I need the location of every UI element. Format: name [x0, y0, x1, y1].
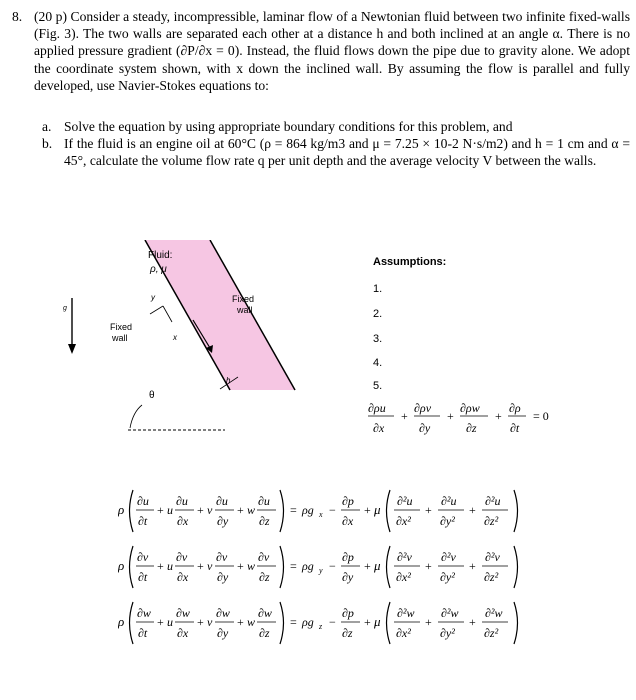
- eq0-dy-den: ∂y: [217, 514, 229, 528]
- theta-arc: [130, 405, 142, 428]
- eq2-rparen: [280, 602, 284, 644]
- eq0-rparen: [280, 490, 284, 532]
- eq1-dy-num: ∂v: [216, 550, 228, 564]
- eq2-rhog: ρg: [302, 615, 314, 629]
- eq2-plus-4: +: [364, 615, 371, 629]
- eq1-rho: ρ: [118, 558, 125, 573]
- eq1-v: v: [207, 559, 213, 573]
- assumption-1: 1.: [373, 283, 383, 295]
- eq0-plus-4: +: [364, 503, 371, 517]
- eq2-d2-num-0: ∂²w: [397, 606, 415, 620]
- h-label: h: [226, 376, 231, 385]
- eq0-mu: μ: [374, 502, 381, 517]
- continuity-equation: [368, 398, 598, 440]
- eq1-plus-4: +: [364, 559, 371, 573]
- eq2-dx-den: ∂x: [177, 626, 189, 640]
- problem-number: 8.: [12, 9, 23, 24]
- eq2-plus-d2-1: +: [469, 615, 476, 629]
- assumption-4: 4.: [373, 357, 383, 369]
- eq0-lparen-2: [387, 490, 391, 532]
- eq2-mu: μ: [374, 614, 381, 629]
- eq0-dx-num: ∂u: [176, 494, 188, 508]
- eq0-w: w: [247, 503, 256, 517]
- eq1-d2-den-1: ∂y²: [440, 570, 455, 584]
- eq2-d2-den-2: ∂z²: [484, 626, 499, 640]
- eq0-d2-num-0: ∂²u: [397, 494, 413, 508]
- eq0-eq: =: [290, 503, 297, 517]
- cont-den-4: ∂t: [510, 421, 520, 435]
- fixed-wall-right-2: wall: [237, 305, 253, 315]
- eq0-d2-den-2: ∂z²: [484, 514, 499, 528]
- x-axis-label: x: [173, 333, 177, 342]
- problem-intro: (20 p) Consider a steady, incompressible, laminar flow of a Newtonian fluid between two infinite fixed-walls (Fig. 3). The two walls are separated each other at a distance h and both inclined at an angle α. There is no applied pressure gradient (∂P/∂x = 0). Instead, the fluid flows down the pipe due to gravity alone. We adopt the coordinate system shown, with x down the inclined wall. By assuming the flow is parallel and fully developed, use Navier-Stokes equations to:: [34, 9, 630, 93]
- cont-plus-3: +: [495, 409, 502, 423]
- assumptions-title: Assumptions:: [373, 256, 447, 268]
- eq1-dz-den: ∂z: [259, 570, 270, 584]
- eq1-d2-num-0: ∂²v: [397, 550, 412, 564]
- cont-num-2: ∂ρv: [414, 401, 432, 415]
- part-b-text: If the fluid is an engine oil at 60°C (ρ = 864 kg/m3 and μ = 7.25 × 10-2 N·s/m2) and h = 1 cm and α = 45°, calculate the volume flow rate q per unit depth and the average velocity V between the walls.: [64, 136, 630, 169]
- eq1-dt-den: ∂t: [138, 570, 148, 584]
- cont-rhs: = 0: [533, 409, 549, 423]
- gravity-arrowhead: [68, 344, 76, 354]
- eq2-plus-1: +: [157, 615, 164, 629]
- fluid-region: [145, 240, 295, 390]
- assumption-2: 2.: [373, 308, 383, 320]
- eq2-gsub: z: [319, 622, 323, 631]
- part-a-label: a.: [42, 119, 52, 134]
- eq2-dz-den: ∂z: [259, 626, 270, 640]
- g-label: g: [63, 305, 67, 312]
- eq2-dy-num: ∂w: [216, 606, 230, 620]
- fixed-wall-left-1: Fixed: [110, 322, 133, 332]
- eq2-dp-den: ∂z: [342, 626, 353, 640]
- eq0-plus-2: +: [197, 503, 204, 517]
- eq1-d2-den-2: ∂z²: [484, 570, 499, 584]
- eq0-rparen-2: [514, 490, 518, 532]
- eq2-plus-d2-0: +: [425, 615, 432, 629]
- eq1-w: w: [247, 559, 256, 573]
- eq1-dp-num: ∂p: [342, 550, 354, 564]
- eq0-plus-d2-0: +: [425, 503, 432, 517]
- eq0-dz-num: ∂u: [258, 494, 270, 508]
- assumption-3: 3.: [373, 333, 383, 345]
- navier-stokes-z: [118, 598, 538, 650]
- eq0-dp-den: ∂x: [342, 514, 354, 528]
- eq0-d2-num-1: ∂²u: [441, 494, 457, 508]
- eq2-dt-num: ∂w: [137, 606, 151, 620]
- fluid-label: Fluid:: [148, 250, 173, 261]
- eq2-v: v: [207, 615, 213, 629]
- eq2-dp-num: ∂p: [342, 606, 354, 620]
- eq1-dp-den: ∂y: [342, 570, 354, 584]
- eq0-gsub: x: [319, 510, 323, 519]
- eq2-dy-den: ∂y: [217, 626, 229, 640]
- eq1-mu: μ: [374, 558, 381, 573]
- assumption-5: 5.: [373, 380, 383, 392]
- navier-stokes-x: [118, 486, 538, 538]
- eq1-gsub: y: [319, 566, 323, 575]
- eq0-u: u: [167, 503, 173, 517]
- fixed-wall-right-1: Fixed: [232, 294, 255, 304]
- eq1-plus-3: +: [237, 559, 244, 573]
- eq2-lparen: [130, 602, 134, 644]
- eq1-rparen: [280, 546, 284, 588]
- eq0-dp-num: ∂p: [342, 494, 354, 508]
- eq0-plus-1: +: [157, 503, 164, 517]
- eq0-plus-3: +: [237, 503, 244, 517]
- fixed-wall-left-2: wall: [112, 333, 128, 343]
- eq1-dx-num: ∂v: [176, 550, 188, 564]
- eq0-plus-d2-1: +: [469, 503, 476, 517]
- eq2-rho: ρ: [118, 614, 125, 629]
- part-a-text: Solve the equation by using appropriate boundary conditions for this problem, and: [64, 119, 513, 134]
- eq2-dx-num: ∂w: [176, 606, 190, 620]
- eq1-plus-2: +: [197, 559, 204, 573]
- eq0-dx-den: ∂x: [177, 514, 189, 528]
- eq2-d2-num-1: ∂²w: [441, 606, 459, 620]
- navier-stokes-y: [118, 542, 538, 594]
- eq2-lparen-2: [387, 602, 391, 644]
- eq2-plus-2: +: [197, 615, 204, 629]
- eq1-eq: =: [290, 559, 297, 573]
- eq1-plus-d2-0: +: [425, 559, 432, 573]
- eq0-rhog: ρg: [302, 503, 314, 517]
- eq0-dz-den: ∂z: [259, 514, 270, 528]
- eq1-minus: −: [329, 559, 336, 573]
- eq1-u: u: [167, 559, 173, 573]
- cont-plus-1: +: [401, 409, 408, 423]
- eq0-minus: −: [329, 503, 336, 517]
- eq1-dy-den: ∂y: [217, 570, 229, 584]
- eq0-dt-den: ∂t: [138, 514, 148, 528]
- part-b-label: b.: [42, 136, 53, 151]
- inclined-walls-figure: [60, 240, 360, 440]
- cont-den-2: ∂y: [419, 421, 431, 435]
- eq1-d2-num-2: ∂²v: [485, 550, 500, 564]
- eq0-d2-num-2: ∂²u: [485, 494, 501, 508]
- eq0-lparen: [130, 490, 134, 532]
- eq1-lparen: [130, 546, 134, 588]
- eq0-d2-den-0: ∂x²: [396, 514, 411, 528]
- y-axis-line: [150, 306, 163, 314]
- eq1-d2-num-1: ∂²v: [441, 550, 456, 564]
- cont-num-3: ∂ρw: [460, 401, 480, 415]
- cont-plus-2: +: [447, 409, 454, 423]
- eq2-plus-3: +: [237, 615, 244, 629]
- cont-num-4: ∂ρ: [509, 401, 521, 415]
- eq1-dx-den: ∂x: [177, 570, 189, 584]
- eq2-eq: =: [290, 615, 297, 629]
- y-axis-label: y: [151, 293, 155, 302]
- eq0-v: v: [207, 503, 213, 517]
- eq2-rparen-2: [514, 602, 518, 644]
- eq1-lparen-2: [387, 546, 391, 588]
- eq1-d2-den-0: ∂x²: [396, 570, 411, 584]
- eq2-w: w: [247, 615, 256, 629]
- eq2-dt-den: ∂t: [138, 626, 148, 640]
- eq1-plus-1: +: [157, 559, 164, 573]
- fluid-props: ρ, μ: [150, 264, 167, 275]
- theta-label: θ: [149, 390, 155, 401]
- eq1-dt-num: ∂v: [137, 550, 149, 564]
- eq2-dz-num: ∂w: [258, 606, 272, 620]
- eq1-dz-num: ∂v: [258, 550, 270, 564]
- eq1-plus-d2-1: +: [469, 559, 476, 573]
- eq1-rparen-2: [514, 546, 518, 588]
- eq2-d2-den-1: ∂y²: [440, 626, 455, 640]
- eq2-d2-num-2: ∂²w: [485, 606, 503, 620]
- eq0-d2-den-1: ∂y²: [440, 514, 455, 528]
- cont-den-3: ∂z: [466, 421, 477, 435]
- eq1-rhog: ρg: [302, 559, 314, 573]
- eq0-rho: ρ: [118, 502, 125, 517]
- eq0-dt-num: ∂u: [137, 494, 149, 508]
- x-axis-line: [163, 306, 172, 322]
- cont-num-1: ∂ρu: [368, 401, 386, 415]
- eq2-u: u: [167, 615, 173, 629]
- cont-den-1: ∂x: [373, 421, 385, 435]
- eq2-d2-den-0: ∂x²: [396, 626, 411, 640]
- eq0-dy-num: ∂u: [216, 494, 228, 508]
- eq2-minus: −: [329, 615, 336, 629]
